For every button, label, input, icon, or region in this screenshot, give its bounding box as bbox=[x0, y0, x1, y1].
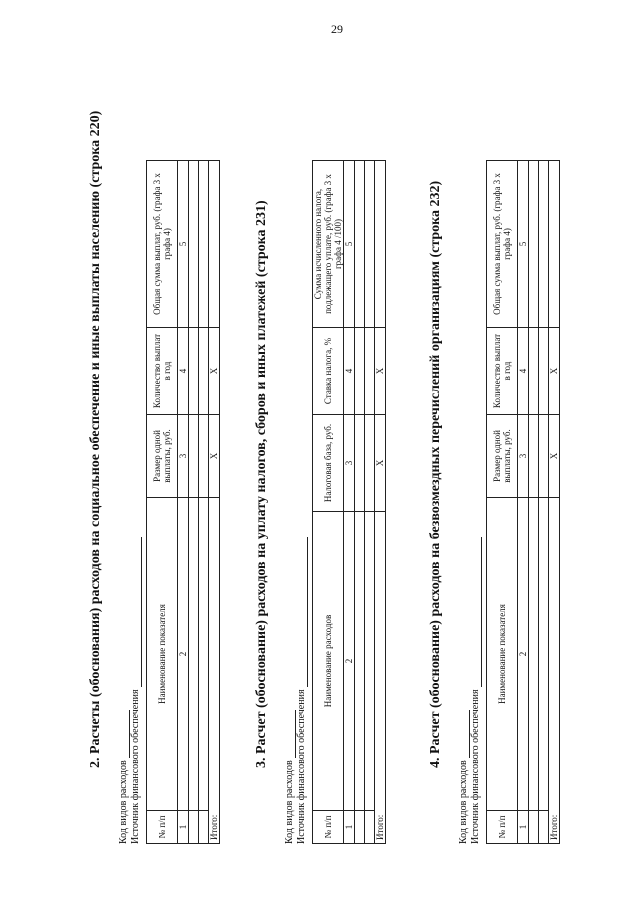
section-2 bbox=[88, 98, 220, 858]
section-4 bbox=[428, 98, 560, 858]
section-4-total-mark-4: X bbox=[549, 328, 560, 415]
section-3-header-2: Наименование расходов bbox=[313, 512, 344, 811]
table-row bbox=[189, 161, 199, 844]
section-3-colnum-3: 3 bbox=[344, 415, 355, 512]
section-2-title: 2. Расчеты (обоснования) расходов на социальное обеспечение и иные выплаты населению (строка 220) bbox=[88, 110, 103, 768]
section-4-colnum-1: 1 bbox=[518, 811, 529, 844]
table-row bbox=[355, 161, 365, 844]
section-4-title: 4. Расчет (обоснование) расходов на безвозмездных перечислений организациям (строка 232) bbox=[428, 180, 443, 768]
section-2-header-5: Общая сумма выплат, руб. (графа 3 х графа 4) bbox=[147, 161, 178, 328]
section-3-colnum-5: 5 bbox=[344, 161, 355, 328]
table-row bbox=[365, 161, 375, 844]
table-row bbox=[539, 161, 549, 844]
section-2-total-mark-4: X bbox=[209, 328, 220, 415]
section-4-source-label: Источник финансового обеспечения bbox=[470, 689, 481, 844]
section-2-source-field[interactable] bbox=[132, 537, 142, 687]
section-3-source-field[interactable] bbox=[298, 537, 308, 687]
table-row bbox=[529, 161, 539, 844]
section-4-total-label: Итого: bbox=[549, 498, 560, 844]
section-4-header-3: Размер одной выплаты, руб. bbox=[487, 415, 518, 498]
table-row bbox=[199, 161, 209, 844]
section-3-header-1: № п/п bbox=[313, 811, 344, 844]
section-2-code-field[interactable] bbox=[120, 710, 130, 758]
section-2-header-1: № п/п bbox=[147, 811, 178, 844]
section-2-source-label: Источник финансового обеспечения bbox=[130, 689, 141, 844]
section-4-code-row bbox=[458, 98, 470, 844]
section-3-header-4: Ставка налога, % bbox=[313, 328, 344, 415]
section-2-colnum-1: 1 bbox=[178, 811, 189, 844]
section-3-code-field[interactable] bbox=[286, 710, 296, 758]
section-3-colnum-4: 4 bbox=[344, 328, 355, 415]
section-3-title: 3. Расчет (обоснование) расходов на уплату налогов, сборов и иных платежей (строка 231) bbox=[254, 200, 269, 768]
section-4-colnum-5: 5 bbox=[518, 161, 529, 328]
section-2-source-row bbox=[130, 98, 142, 844]
section-2-header-4: Количество выплат в год bbox=[147, 328, 178, 415]
section-2-table bbox=[146, 160, 220, 844]
section-4-code-label: Код видов расходов bbox=[458, 760, 469, 844]
section-2-header-2: Наименование показателя bbox=[147, 498, 178, 811]
section-4-colnum-4: 4 bbox=[518, 328, 529, 415]
section-4-colnum-2: 2 bbox=[518, 498, 529, 811]
section-2-total-label: Итого: bbox=[209, 498, 220, 844]
section-3-colnum-1: 1 bbox=[344, 811, 355, 844]
section-4-source-row bbox=[470, 98, 482, 844]
section-3-total-mark-3: X bbox=[375, 415, 386, 512]
section-2-code-row bbox=[118, 98, 130, 844]
section-4-source-field[interactable] bbox=[472, 537, 482, 687]
section-2-colnum-5: 5 bbox=[178, 161, 189, 328]
section-4-total-mark-3: X bbox=[549, 415, 560, 498]
section-3-total-mark-4: X bbox=[375, 328, 386, 415]
section-4-code-field[interactable] bbox=[460, 710, 470, 758]
section-4-header-5: Общая сумма выплат, руб. (графа 3 х графа 4) bbox=[487, 161, 518, 328]
section-3-total-label: Итого: bbox=[375, 512, 386, 844]
section-3-colnum-2: 2 bbox=[344, 512, 355, 811]
section-3-code-label: Код видов расходов bbox=[284, 760, 295, 844]
section-3 bbox=[254, 98, 386, 858]
rotated-page-content bbox=[88, 98, 588, 858]
section-4-header-4: Количество выплат в год bbox=[487, 328, 518, 415]
section-4-header-1: № п/п bbox=[487, 811, 518, 844]
total-row bbox=[209, 161, 220, 844]
section-2-code-label: Код видов расходов bbox=[118, 760, 129, 844]
section-4-header-2: Наименование показателя bbox=[487, 498, 518, 811]
section-2-colnum-2: 2 bbox=[178, 498, 189, 811]
section-3-source-label: Источник финансового обеспечения bbox=[296, 689, 307, 844]
section-2-colnum-3: 3 bbox=[178, 415, 189, 498]
page-number: 29 bbox=[331, 22, 343, 36]
section-3-source-row bbox=[296, 98, 308, 844]
section-2-total-mark-3: X bbox=[209, 415, 220, 498]
section-3-header-3: Налоговая база, руб. bbox=[313, 415, 344, 512]
section-3-header-5: Сумма исчисленного налога, подлежащего уплате, руб. (графа 3 х графа 4 /100) bbox=[313, 161, 344, 328]
section-4-colnum-3: 3 bbox=[518, 415, 529, 498]
section-3-table bbox=[312, 160, 386, 844]
section-2-colnum-4: 4 bbox=[178, 328, 189, 415]
section-3-code-row bbox=[284, 98, 296, 844]
section-4-table bbox=[486, 160, 560, 844]
total-row bbox=[375, 161, 386, 844]
section-2-header-3: Размер одной выплаты, руб. bbox=[147, 415, 178, 498]
total-row bbox=[549, 161, 560, 844]
